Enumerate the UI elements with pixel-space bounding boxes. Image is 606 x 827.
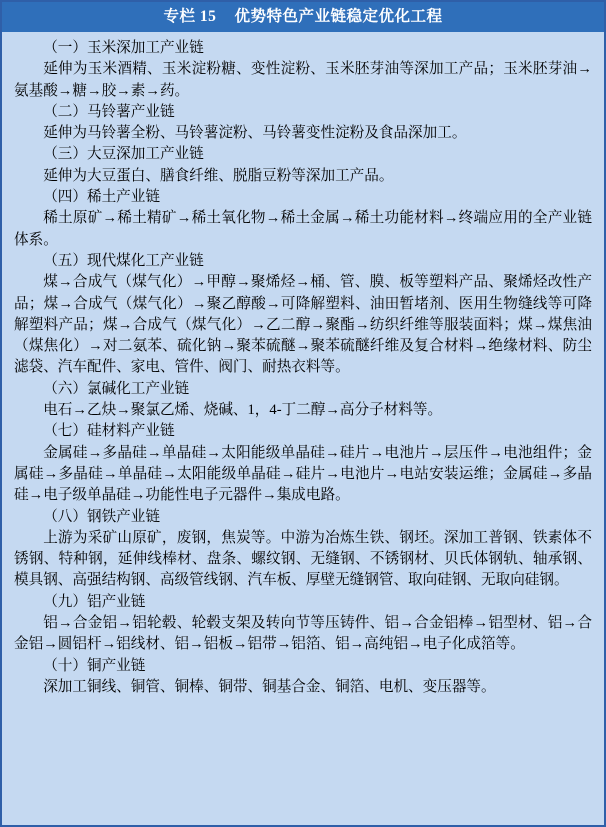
section-title: （三）大豆深加工产业链	[43, 146, 204, 163]
section-title: （九）铝产业链	[43, 593, 146, 610]
section-title: （七）硅材料产业链	[43, 423, 175, 440]
section-title: （一）玉米深加工产业链	[43, 40, 204, 56]
box-label: 专栏 15	[163, 8, 217, 25]
section-title: （二）马铃薯产业链	[43, 103, 175, 120]
section-title: （四）稀土产业链	[43, 189, 160, 206]
section-body: 深加工铜线、铜管、铜棒、铜带、铜基合金、铜箔、电机、变压器等。	[43, 678, 496, 695]
section-title: （六）氯碱化工产业链	[43, 380, 190, 397]
section-body: 延伸为大豆蛋白、膳食纤维、脱脂豆粉等深加工产品。	[43, 167, 394, 184]
section-title: （八）钢铁产业链	[43, 508, 160, 525]
box-header	[2, 2, 604, 32]
box-content	[2, 32, 604, 698]
section-body: 上游为采矿山原矿，废钢，焦炭等。中游为冶炼生铁、钢坯。深加工普钢、铁素体不锈钢、特种钢，延伸线棒材、盘条、螺纹钢、无缝钢、不锈钢材、贝氏体钢轨、轴承钢、模具钢、高强结构钢、高级管线钢、汽车板、厚壁无缝钢管、取向硅钢、无取向硅钢。	[14, 529, 592, 589]
section-body: 延伸为玉米酒精、玉米淀粉糖、变性淀粉、玉米胚芽油等深加工产品；玉米胚芽油→氨基酸→糖→胶→素→药。	[14, 61, 592, 99]
section-body: 煤→合成气（煤气化）→甲醇→聚烯烃→桶、管、膜、板等塑料产品、聚烯烃改性产品；煤→合成气（煤气化）→聚乙醇酸→可降解塑料、油田暂堵剂、医用生物缝线等可降解塑料产品；煤→合成气（煤气化）→乙二醇→聚酯→纺织纤维等服装面料；煤→煤焦油（煤焦化）→对二氨苯、硫化钠→聚苯硫醚→聚苯硫醚纤维及复合材料→绝缘材料、防尘滤袋、汽车配件、家电、管件、阀门、耐热衣料等。	[14, 274, 592, 376]
section-body: 延伸为马铃薯全粉、马铃薯淀粉、马铃薯变性淀粉及食品深加工。	[43, 125, 467, 142]
box-title: 优势特色产业链稳定优化工程	[234, 8, 443, 25]
section-body: 铝→合金铝→铝轮毂、轮毂支架及转向节等压铸件、铝→合金铝棒→铝型材、铝→合金铝→圆铝杆→铝线材、铝→铝板→铝带→铝箔、铝→高纯铝→电子化成箔等。	[14, 615, 592, 653]
section-body: 稀土原矿→稀土精矿→稀土氧化物→稀土金属→稀土功能材料→终端应用的全产业链体系。	[14, 210, 592, 248]
section-title: （十）铜产业链	[43, 657, 146, 674]
section-body: 金属硅→多晶硅→单晶硅→太阳能级单晶硅→硅片→电池片→层压件→电池组件；金属硅→多晶硅→单晶硅→太阳能级单晶硅→硅片→电池片→电站安装运维；金属硅→多晶硅→电子级单晶硅→功能性电子元器件→集成电路。	[14, 444, 592, 504]
section-body: 电石→乙炔→聚氯乙烯、烧碱、1，4-丁二醇→高分子材料等。	[43, 402, 443, 419]
section-title: （五）现代煤化工产业链	[43, 252, 204, 269]
